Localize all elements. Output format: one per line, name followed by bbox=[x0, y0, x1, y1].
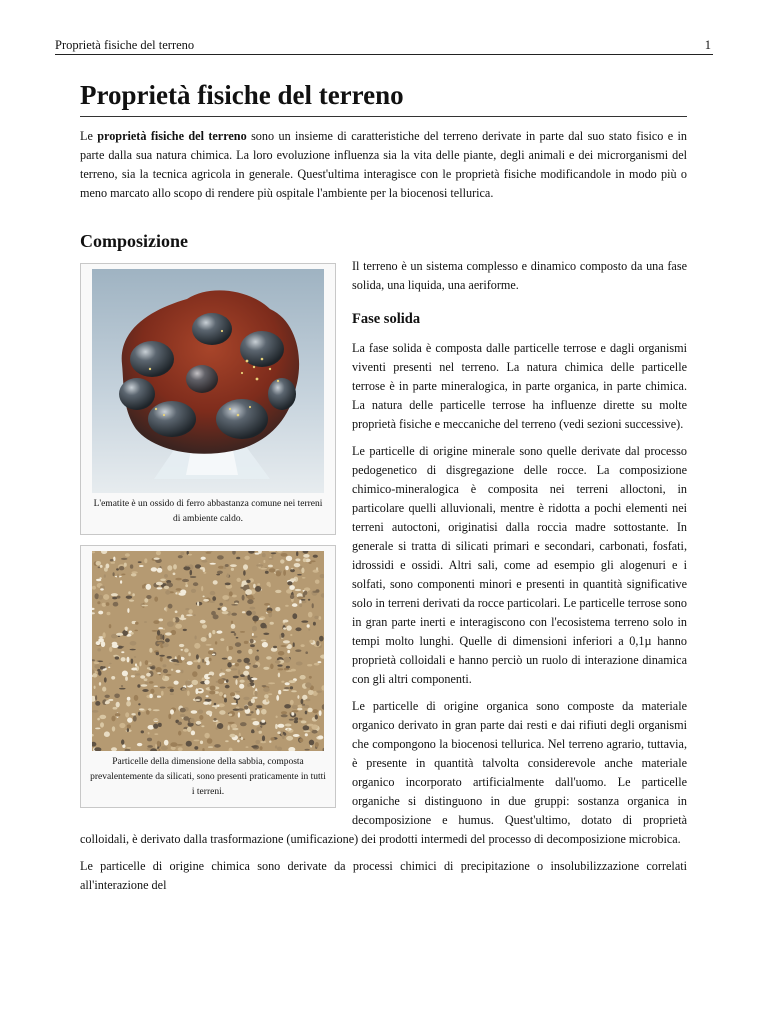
fase-solida-paragraph-2: Le particelle di origine minerale sono quelle derivate dal processo pedogenetico di disgregazione delle rocce. La composizione chimico-mineralogica è composita nei terreni alloctoni, in particolare quelli alluvionali, mentre è ridotta a pochi elementi nei terreni autoctoni, originatisi dalla roccia madre sottostante. In generale si tratta di silicati primari e secondari, carbonati, fosfati, idrossidi e ossidi. Altri sali, come ad esempio gli alogenuri e i solfati, sono componenti minori e presenti in quantità significative solo in terreni derivati da rocce particolari. Le particelle terrose sono in gran parte inerti e interagiscono con l'ecosistema terreno solo in tempi molto lunghi. Quelle di dimensioni inferiori a 0,1µ hanno proprietà colloidali e hanno perciò un ruolo di interazione dinamica con gli altri componenti. bbox=[352, 444, 687, 686]
page-number: 1 bbox=[704, 38, 711, 52]
figure-sand bbox=[80, 545, 336, 808]
page-title: Proprietà fisiche del terreno bbox=[80, 78, 687, 117]
intro-text: sono un insieme di caratteristiche del terreno derivate in parte dal suo stato fisico e in parte dalla sua natura chimica. La loro evoluzione influenza sia la vita delle piante, degli animali e dei microrganismi del terreno, sia la tecnica agricola in generale. Quest'ultima interagisce con le proprietà fisiche modificandole in modo più o meno marcato allo scopo di rendere più ospitale l'ambiente per la biocenosi tellurica. bbox=[80, 129, 688, 200]
intro-prefix: Le bbox=[80, 129, 98, 143]
figure-caption: Particelle della dimensione della sabbia, composta prevalentemente da silicati, sono presenti praticamente in tutti i terreni. bbox=[90, 757, 326, 797]
article bbox=[80, 78, 687, 895]
hematite-image bbox=[92, 269, 324, 493]
intro-paragraph bbox=[80, 127, 687, 203]
sand-image bbox=[92, 551, 324, 751]
section-heading-composizione: Composizione bbox=[80, 231, 188, 251]
running-header bbox=[55, 38, 713, 55]
intro-bold-term: proprietà fisiche del terreno bbox=[97, 129, 247, 143]
fase-solida-paragraph-1: La fase solida è composta dalle particelle terrose e dagli organismi viventi presenti nel terreno. La natura chimica delle particelle terrose è in parte mineralogica, in parte organica, in parte chimica. La natura delle particelle terrose ha influenze dirette su molte proprietà fisiche e meccaniche del terreno (vedi sezioni successive). bbox=[352, 341, 687, 431]
composizione-paragraph: Il terreno è un sistema complesso e dinamico composto da una fase solida, una liquida, una aeriforme. bbox=[352, 259, 687, 292]
running-title: Proprietà fisiche del terreno bbox=[55, 38, 195, 52]
figure-caption: L'ematite è un ossido di ferro abbastanza comune nei terreni di ambiente caldo. bbox=[93, 499, 323, 524]
section-heading-fase-solida: Fase solida bbox=[352, 311, 421, 327]
figure-hematite bbox=[80, 263, 336, 535]
fase-solida-paragraph-4: Le particelle di origine chimica sono derivate da processi chimici di precipitazione o insolubilizzazione correlati all'interazione del bbox=[80, 859, 687, 892]
fase-solida-paragraph-3: Le particelle di origine organica sono composte da materiale organico derivato in gran parte dai resti e dai rifiuti degli organismi che compongono la biocenosi tellurica. Nel terreno agrario, tuttavia, è presente in quantità talvolta considerevole anche materiale organico incorporato artificialmente dall'uomo. Le particelle organiche si distinguono in due gruppi: sostanza organica in decomposizione e humus. Quest'ultimo, dotato di proprietà colloidali, è derivato dalla trasformazione (umificazione) dei prodotti intermedi del processo di decomposizione microbica. bbox=[80, 699, 687, 846]
